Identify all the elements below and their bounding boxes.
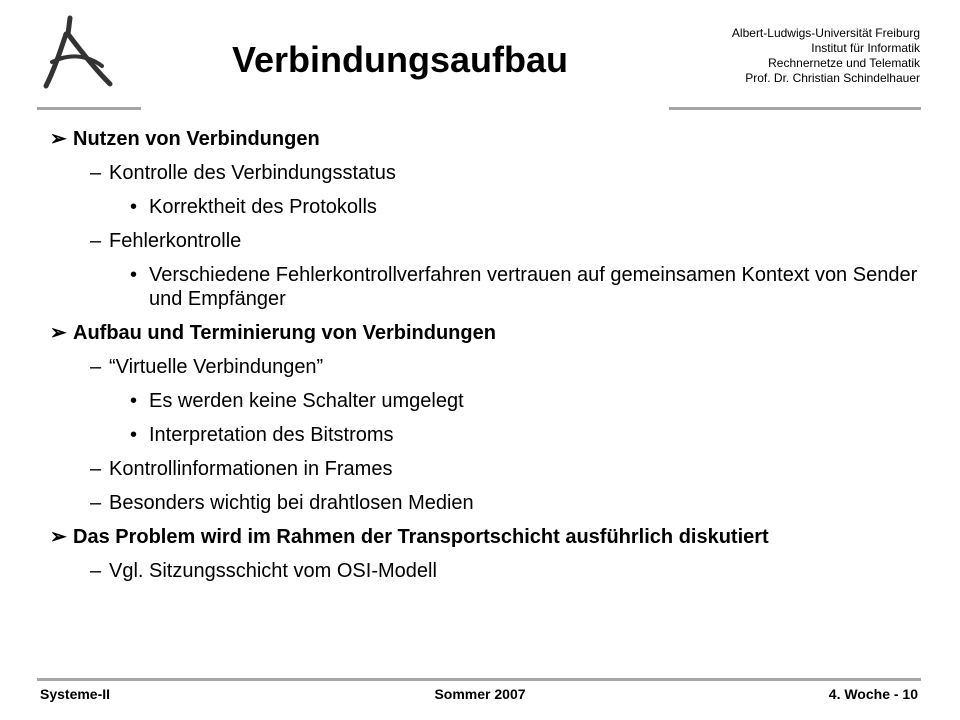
bullet-text: Besonders wichtig bei drahtlosen Medien [109, 492, 474, 514]
bullet-text: Das Problem wird im Rahmen der Transportschicht ausführlich diskutiert [73, 526, 769, 548]
bullet-text: Kontrolle des Verbindungsstatus [109, 162, 396, 184]
university-logo [38, 12, 120, 94]
sub-bullet-item [50, 457, 930, 481]
dash-bullet: – [90, 458, 102, 480]
sub-sub-bullet-item [50, 389, 930, 413]
institution-block [732, 26, 920, 86]
sub-bullet-item [50, 161, 930, 185]
sub-sub-bullet-item [50, 263, 930, 311]
dash-bullet: – [90, 162, 102, 184]
bullet-item [50, 525, 930, 549]
institution-line: Albert-Ludwigs-Universität Freiburg [731, 26, 920, 40]
bullet-text: Nutzen von Verbindungen [73, 128, 320, 150]
sub-bullet-item [50, 559, 930, 583]
header-rule-right [669, 107, 921, 110]
slide-title: Verbindungsaufbau [231, 39, 569, 80]
footer-course: Systeme-II [40, 686, 111, 702]
bullet-text: “Virtuelle Verbindungen” [109, 356, 324, 378]
bullet-text: Aufbau und Terminierung von Verbindungen [73, 322, 496, 344]
header-rule-left [37, 107, 141, 110]
arrow-bullet-icon: ➢ [50, 128, 67, 150]
dot-bullet: • [130, 390, 138, 412]
institution-line: Prof. Dr. Christian Schindelhauer [745, 71, 920, 85]
dash-bullet: – [90, 560, 102, 582]
bullet-text: Verschiedene Fehlerkontrollverfahren vertrauen auf gemeinsamen Kontext von Sender und Empfänger [149, 264, 918, 310]
bullet-item [50, 127, 930, 151]
sub-bullet-item [50, 229, 930, 253]
bullet-text: Vgl. Sitzungsschicht vom OSI-Modell [109, 560, 437, 582]
dot-bullet: • [130, 196, 138, 218]
dot-bullet: • [130, 424, 138, 446]
bullet-text: Fehlerkontrolle [109, 230, 242, 252]
sub-sub-bullet-item [50, 423, 930, 447]
bullet-text: Korrektheit des Protokolls [149, 196, 377, 218]
sub-sub-bullet-item [50, 195, 930, 219]
sub-bullet-item [50, 355, 930, 379]
bullet-text: Es werden keine Schalter umgelegt [149, 390, 464, 412]
bullet-text: Interpretation des Bitstroms [149, 424, 394, 446]
institution-line: Rechnernetze und Telematik [768, 56, 920, 70]
dash-bullet: – [90, 492, 102, 514]
dash-bullet: – [90, 356, 102, 378]
footer-rule [37, 678, 921, 681]
bullet-item [50, 321, 930, 345]
dot-bullet: • [130, 264, 138, 286]
institution-line: Institut für Informatik [811, 41, 920, 55]
arrow-bullet-icon: ➢ [50, 526, 67, 548]
bullet-text: Kontrollinformationen in Frames [109, 458, 393, 480]
arrow-bullet-icon: ➢ [50, 322, 67, 344]
footer-term: Sommer 2007 [434, 686, 526, 702]
bullet-list [50, 127, 930, 593]
footer-page-number: 4. Woche - 10 [828, 686, 918, 702]
dash-bullet: – [90, 230, 102, 252]
sub-bullet-item [50, 491, 930, 515]
